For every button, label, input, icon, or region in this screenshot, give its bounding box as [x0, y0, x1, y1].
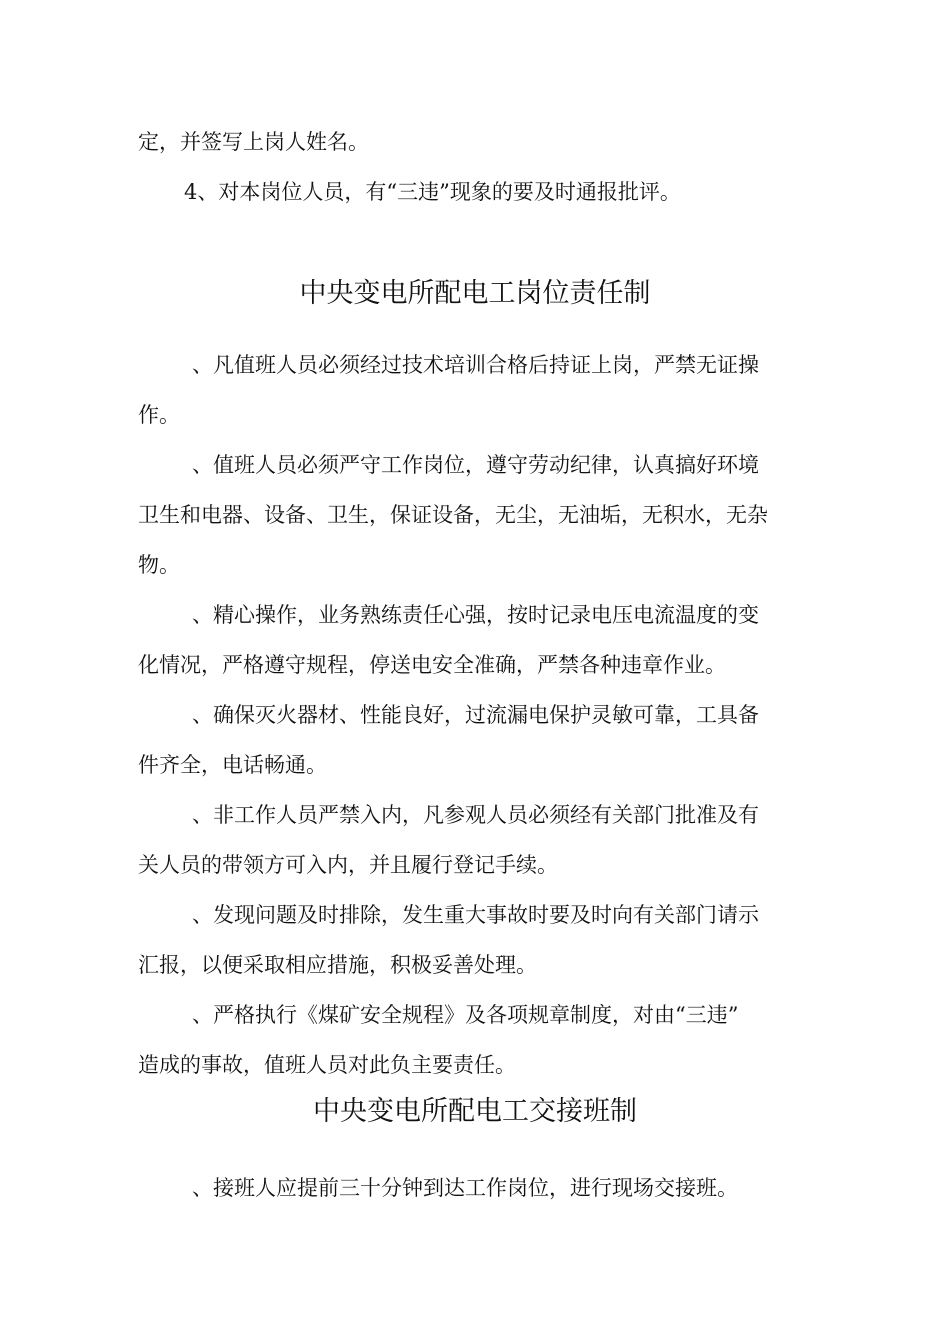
paragraph-line: 、接班人应提前三十分钟到达工作岗位，进行现场交接班。 — [192, 1176, 738, 1200]
paragraph-line: 造成的事故，值班人员对此负主要责任。 — [138, 1053, 516, 1077]
paragraph-line: 、精心操作，业务熟练责任心强，按时记录电压电流温度的变 — [192, 603, 759, 627]
paragraph-line: 、严格执行《煤矿安全规程》及各项规章制度，对由“三违” — [192, 1003, 739, 1027]
paragraph-item-4: 4、对本岗位人员，有“三违”现象的要及时通报批评。 — [184, 180, 681, 204]
paragraph-line: 、确保灭火器材、性能良好，过流漏电保护灵敏可靠，工具备 — [192, 703, 759, 727]
paragraph-line: 、值班人员必须严守工作岗位，遵守劳动纪律，认真搞好环境 — [192, 453, 759, 477]
paragraph-line: 作。 — [138, 403, 180, 427]
paragraph-line: 、非工作人员严禁入内，凡参观人员必须经有关部门批准及有 — [192, 803, 759, 827]
paragraph-line: 卫生和电器、设备、卫生，保证设备，无尘，无油垢，无积水，无杂 — [138, 503, 768, 527]
paragraph-line: 、凡值班人员必须经过技术培训合格后持证上岗，严禁无证操 — [192, 353, 759, 377]
section-title-shift-handover: 中央变电所配电工交接班制 — [313, 1096, 637, 1127]
section-title-post-responsibility: 中央变电所配电工岗位责任制 — [299, 278, 651, 309]
paragraph-line: 件齐全，电话畅通。 — [138, 753, 327, 777]
paragraph-continuation: 定，并签写上岗人姓名。 — [138, 130, 369, 154]
paragraph-line: 汇报，以便采取相应措施，积极妥善处理。 — [138, 953, 537, 977]
paragraph-line: 关人员的带领方可入内，并且履行登记手续。 — [138, 853, 558, 877]
paragraph-line: 化情况，严格遵守规程，停送电安全准确，严禁各种违章作业。 — [138, 653, 726, 677]
paragraph-line: 物。 — [138, 553, 180, 577]
paragraph-line: 、发现问题及时排除，发生重大事故时要及时向有关部门请示 — [192, 903, 759, 927]
